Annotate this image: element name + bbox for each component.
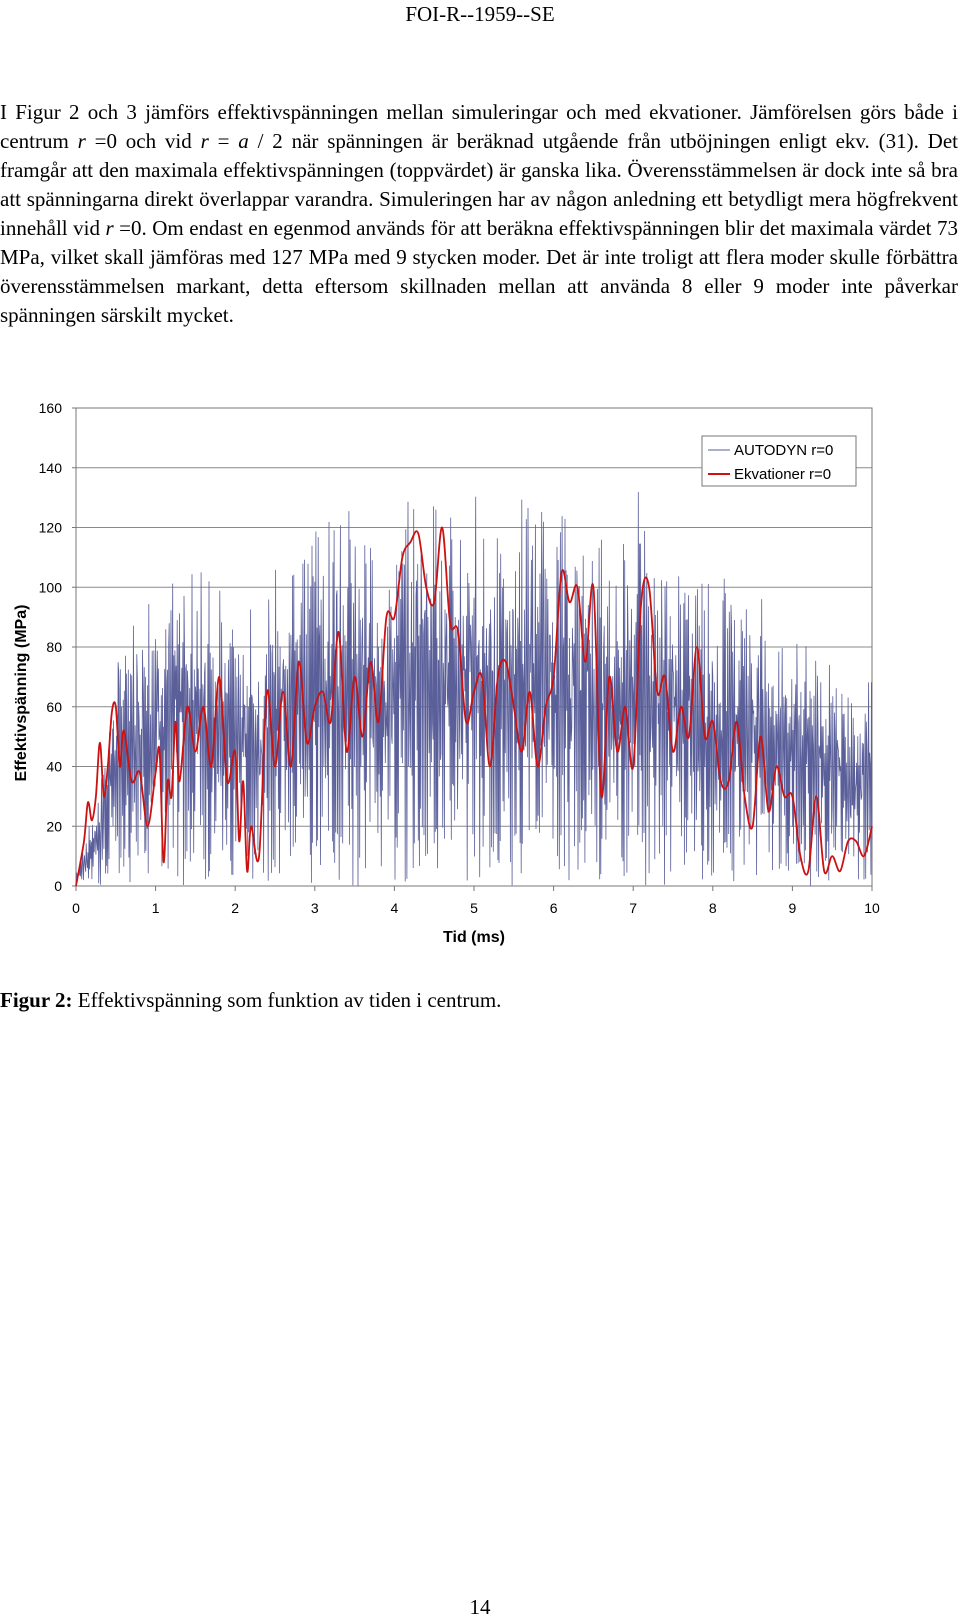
chart-svg xyxy=(0,400,960,980)
x-tick-label-0: 0 xyxy=(72,900,80,916)
page-number: 14 xyxy=(469,1595,491,1619)
x-tick-label-8: 8 xyxy=(708,900,717,916)
legend xyxy=(702,436,856,486)
math-r-3: r xyxy=(105,216,114,240)
y-tick-label-20: 20 xyxy=(46,818,62,835)
legend-label-ekvationer: Ekvationer r=0 xyxy=(734,466,832,483)
y-axis-label: Effektivspänning (MPa) xyxy=(13,604,30,782)
y-tick-label-40: 40 xyxy=(46,758,62,775)
legend-label-autodyn: AUTODYN r=0 xyxy=(734,442,834,459)
y-tick-label-60: 60 xyxy=(46,698,62,715)
figure-2-chart xyxy=(0,400,960,980)
math-half: / 2 xyxy=(248,129,283,153)
x-tick-label-1: 1 xyxy=(151,900,160,916)
math-a: a xyxy=(238,129,249,153)
y-tick-label-160: 160 xyxy=(38,400,62,416)
y-tick-label-0: 0 xyxy=(54,878,62,894)
body-paragraph xyxy=(0,98,958,330)
x-tick-label-10: 10 xyxy=(864,900,880,916)
x-tick-label-3: 3 xyxy=(310,900,319,916)
math-r-1: r xyxy=(77,129,86,153)
paragraph-text-4: =0. Om endast en egenmod används för att beräkna effektivspänningen blir det maximala värdet 73 MPa, vilket skall jämföras med 127 MPa med 9 stycken moder. Det är inte troligt att flera moder skulle förbättra överensstämmelsen markant, detta eftersom skillnaden mellan att använda 8 eller 9 moder inte påverkar spänningen särskilt mycket. xyxy=(0,216,958,327)
y-tick-label-80: 80 xyxy=(46,639,62,655)
document-id-header: FOI-R--1959--SE xyxy=(405,2,555,26)
x-tick-label-2: 2 xyxy=(231,900,240,916)
series-layer xyxy=(76,492,872,886)
x-tick-labels xyxy=(72,886,880,916)
paragraph-text-3: när spänningen är beräknad utgående från utböjningen enligt ekv. (31). Det framgår att den maximala effektivspänningen (toppvärdet) är ganska lika. Överensstämmelsen är dock inte så bra att spänningarna direkt överlappar varandra. Simuleringen har av någon anledning ett betydligt mera högfrekvent innehåll vid xyxy=(0,129,959,240)
caption-text: Effektivspänning som funktion av tiden i centrum. xyxy=(72,988,502,1012)
x-tick-label-6: 6 xyxy=(549,900,558,916)
paragraph-text-2: =0 och vid xyxy=(85,129,201,153)
math-r-2: r xyxy=(200,129,209,153)
math-equals: = xyxy=(208,129,239,153)
caption-label: Figur 2: xyxy=(0,988,73,1012)
y-tick-labels xyxy=(39,400,76,894)
y-tick-label-100: 100 xyxy=(38,579,62,596)
paragraph-text-1: I Figur 2 och 3 jämförs effektivspänningen mellan simuleringar och med ekvationer. Jämförelsen görs både i centrum xyxy=(0,100,958,153)
y-tick-label-140: 140 xyxy=(38,459,62,476)
x-tick-label-4: 4 xyxy=(390,900,399,916)
y-tick-label-120: 120 xyxy=(38,519,62,536)
x-axis-label: Tid (ms) xyxy=(443,929,505,946)
x-tick-label-9: 9 xyxy=(788,900,797,916)
figure-caption xyxy=(0,988,501,1013)
x-tick-label-5: 5 xyxy=(470,900,478,916)
x-tick-label-7: 7 xyxy=(629,900,638,916)
